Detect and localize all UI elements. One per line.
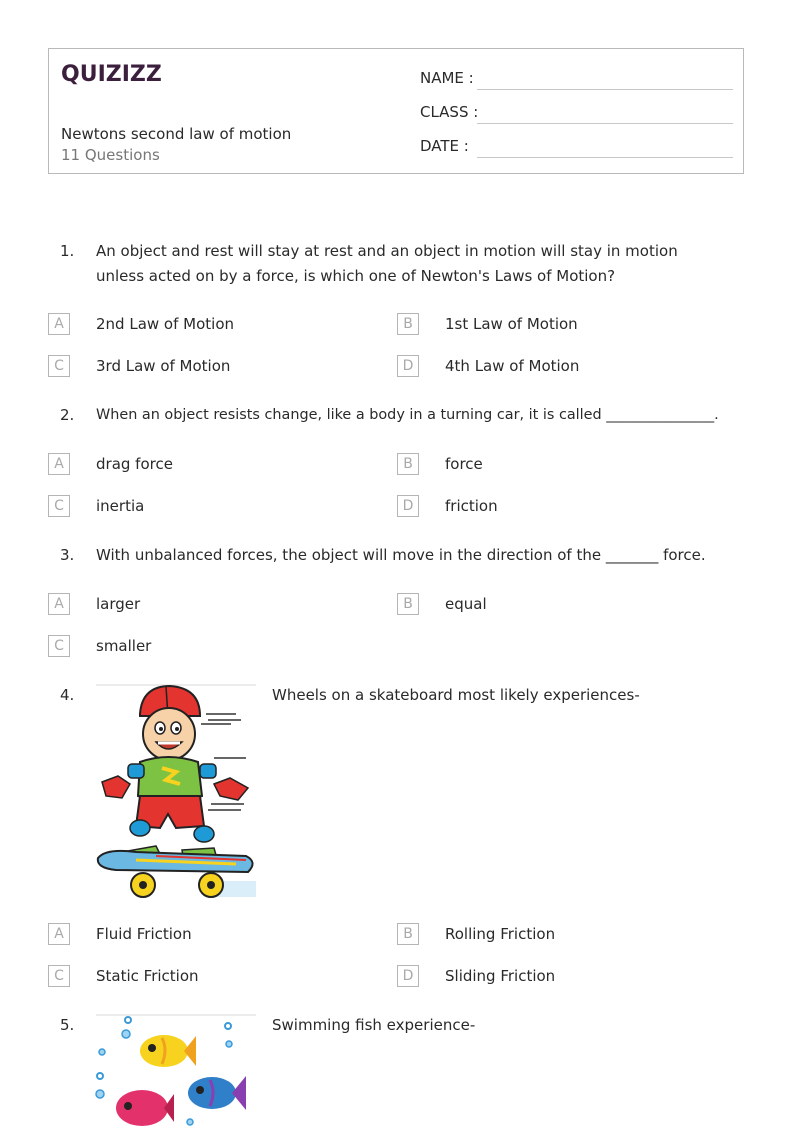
date-line[interactable] xyxy=(477,157,733,158)
option-letter[interactable]: C xyxy=(48,495,70,517)
worksheet-title: Newtons second law of motion xyxy=(61,125,292,143)
fish-image xyxy=(96,1014,256,1127)
option-letter[interactable]: B xyxy=(397,453,419,475)
question-text: Swimming fish experience- xyxy=(272,1016,476,1034)
worksheet-header xyxy=(48,48,744,174)
class-line[interactable] xyxy=(477,123,733,124)
quizizz-logo xyxy=(61,59,162,91)
option-text: Static Friction xyxy=(96,967,199,985)
option-text: Rolling Friction xyxy=(445,925,556,943)
option-text: 2nd Law of Motion xyxy=(96,315,235,333)
option-letter[interactable]: D xyxy=(397,355,419,377)
question-number: 1. xyxy=(60,242,75,260)
question-text: Wheels on a skateboard most likely experiences- xyxy=(272,686,640,704)
name-line[interactable] xyxy=(477,89,733,90)
option-text: force xyxy=(445,455,483,473)
option-text: friction xyxy=(445,497,498,515)
option-letter[interactable]: A xyxy=(48,313,70,335)
option-letter[interactable]: B xyxy=(397,313,419,335)
option-text: Fluid Friction xyxy=(96,925,192,943)
option-letter[interactable]: D xyxy=(397,495,419,517)
option-text: 4th Law of Motion xyxy=(445,357,580,375)
option-text: inertia xyxy=(96,497,145,515)
option-text: 3rd Law of Motion xyxy=(96,357,231,375)
option-letter[interactable]: C xyxy=(48,355,70,377)
option-letter[interactable]: B xyxy=(397,923,419,945)
option-letter[interactable]: D xyxy=(397,965,419,987)
question-text: An object and rest will stay at rest and an object in motion will stay in motion unless acted on by a force, is which one of Newton's Laws of Motion? xyxy=(96,242,678,285)
name-label: NAME : xyxy=(420,69,474,87)
question-number: 2. xyxy=(60,406,75,424)
option-letter[interactable]: A xyxy=(48,923,70,945)
option-letter[interactable]: C xyxy=(48,635,70,657)
option-letter[interactable]: A xyxy=(48,593,70,615)
question-text: When an object resists change, like a body in a turning car, it is called _______________. xyxy=(96,407,719,423)
date-label: DATE : xyxy=(420,137,469,155)
question-number: 3. xyxy=(60,546,75,564)
class-label: CLASS : xyxy=(420,103,479,121)
question-count: 11 Questions xyxy=(61,146,160,164)
option-letter[interactable]: B xyxy=(397,593,419,615)
option-letter[interactable]: A xyxy=(48,453,70,475)
option-text: Sliding Friction xyxy=(445,967,556,985)
option-letter[interactable]: C xyxy=(48,965,70,987)
skateboard-boy-image xyxy=(96,684,256,902)
logo-text: QUIZIZZ xyxy=(61,62,162,87)
option-text: smaller xyxy=(96,637,152,655)
option-text: drag force xyxy=(96,455,173,473)
question-number: 5. xyxy=(60,1016,75,1034)
question-text: With unbalanced forces, the object will move in the direction of the _______ force. xyxy=(96,546,706,564)
option-text: equal xyxy=(445,595,487,613)
option-text: 1st Law of Motion xyxy=(445,315,578,333)
question-number: 4. xyxy=(60,686,75,704)
option-text: larger xyxy=(96,595,141,613)
